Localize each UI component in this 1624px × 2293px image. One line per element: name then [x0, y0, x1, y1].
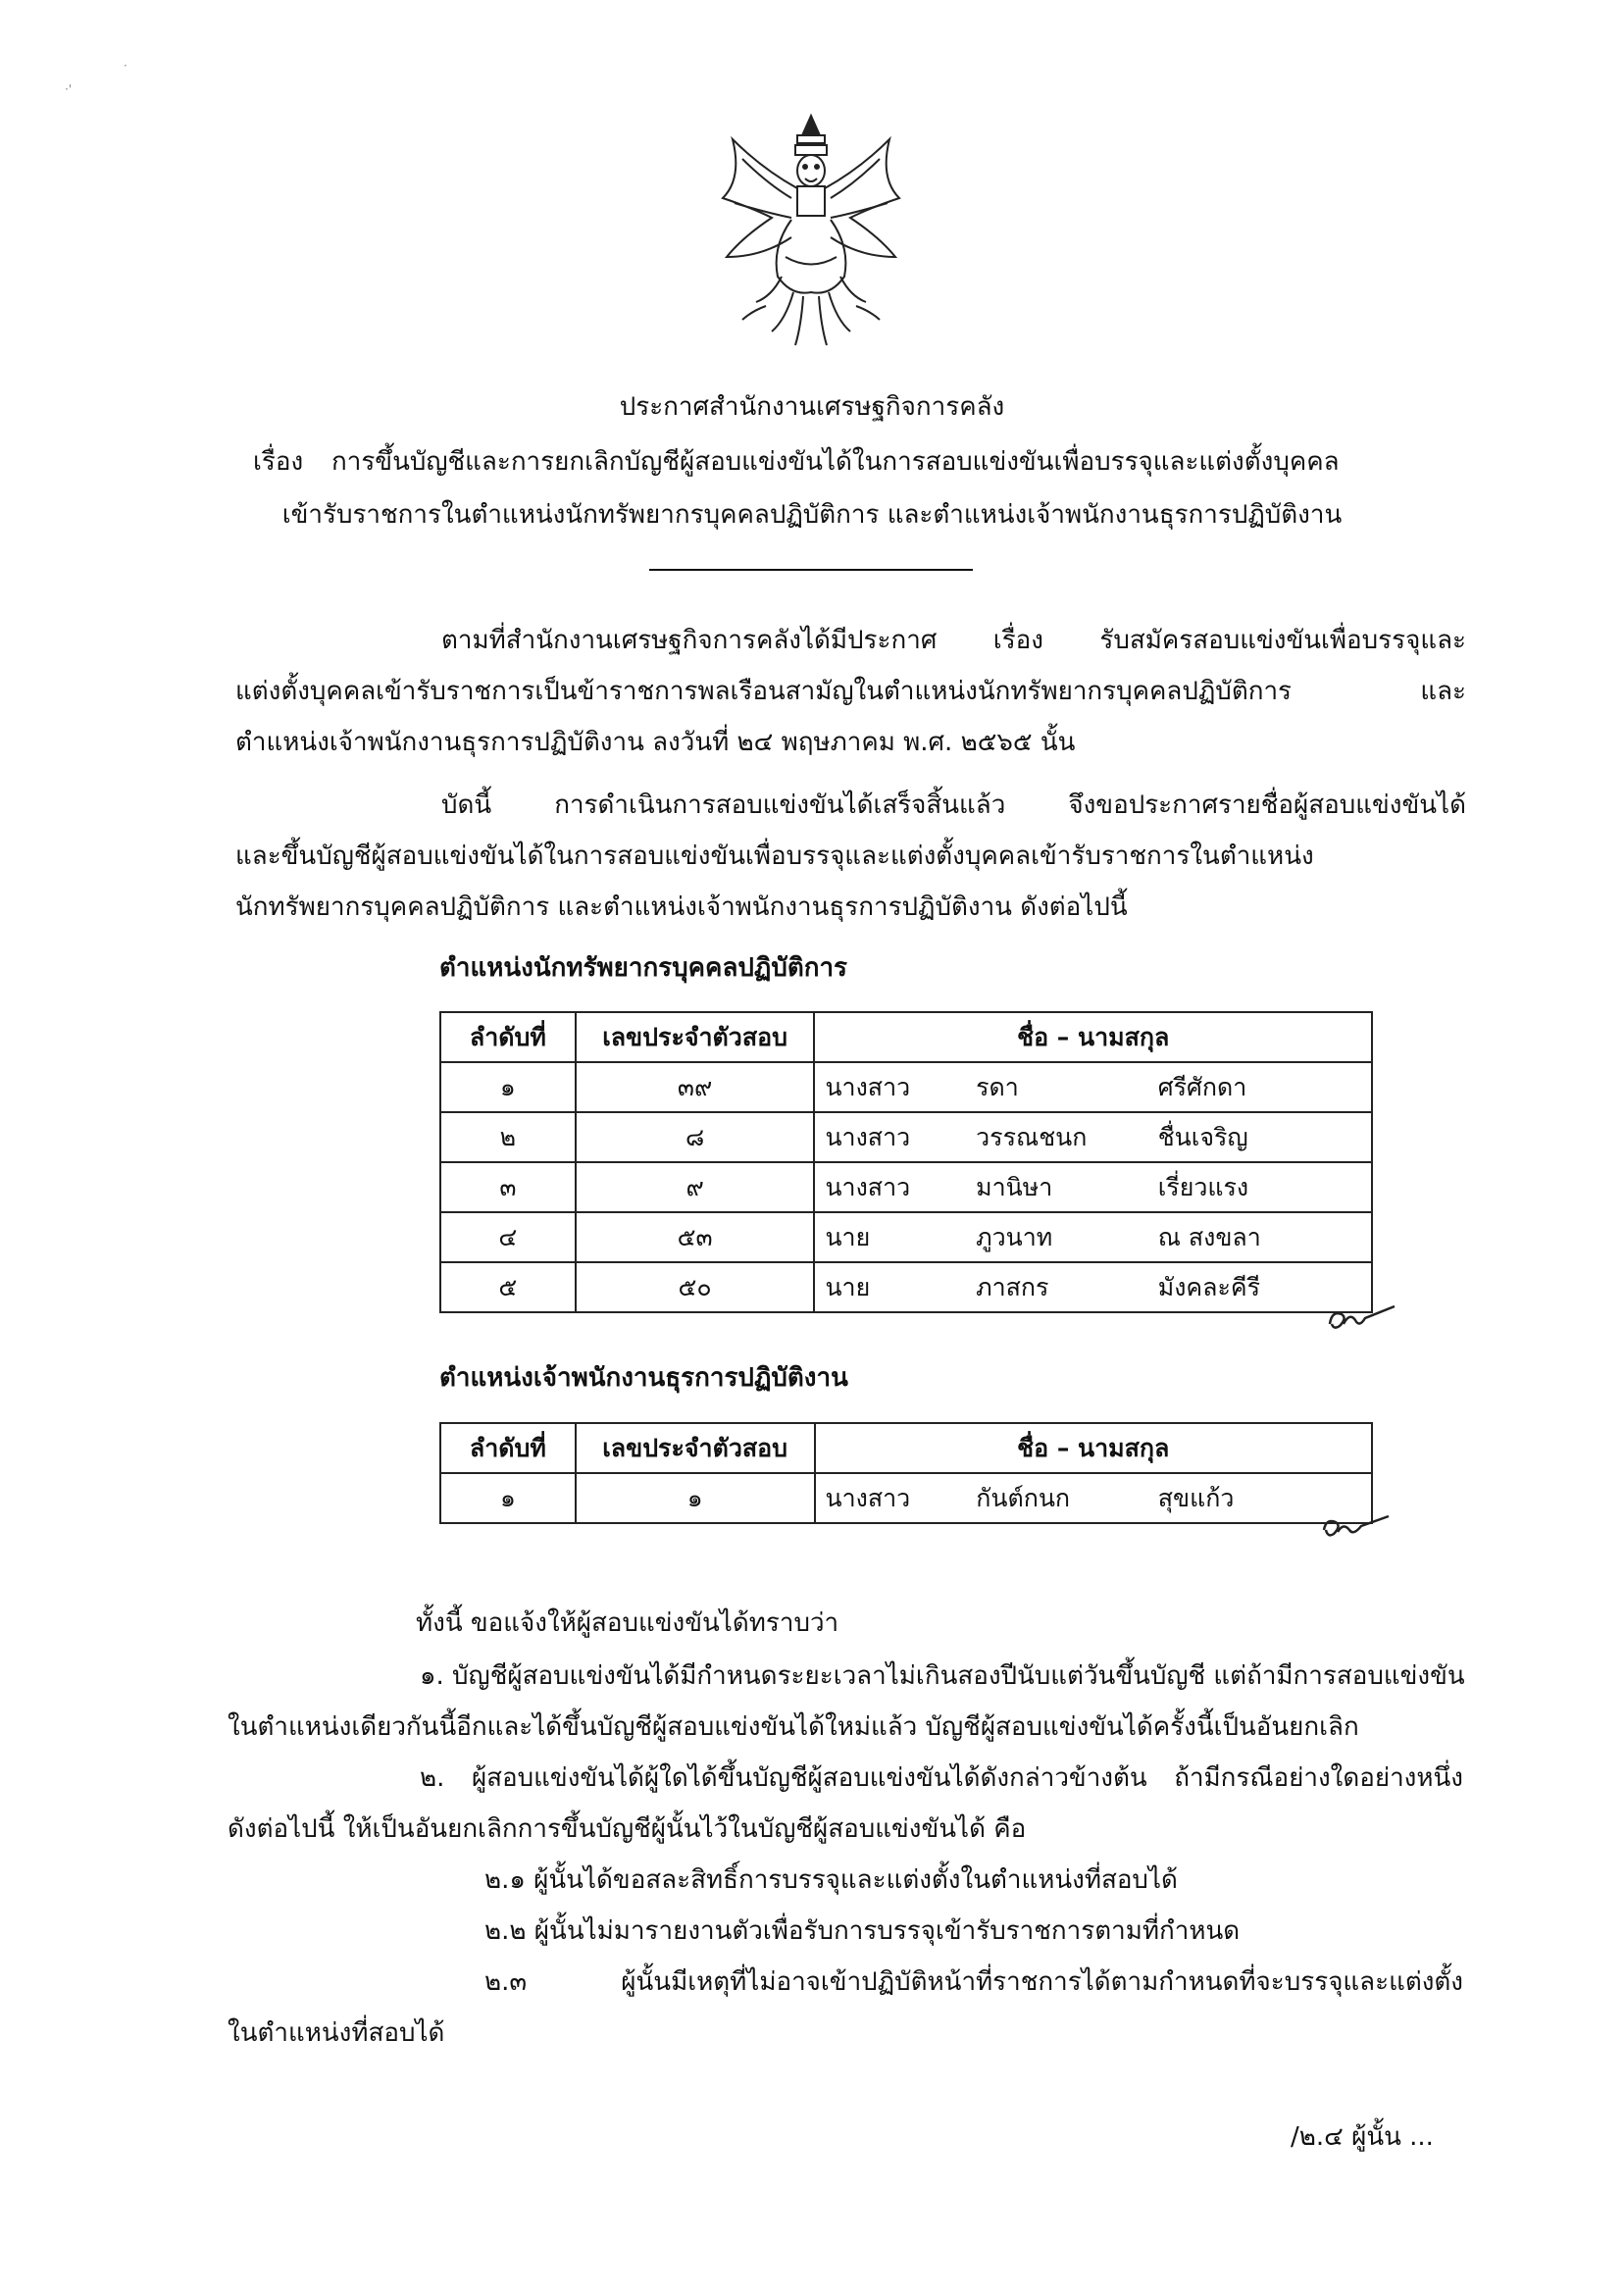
- initials-signature-icon: [1320, 1510, 1395, 1544]
- garuda-emblem-icon: [713, 110, 909, 355]
- col-name-header: ชื่อ – นามสกุล: [814, 1012, 1372, 1062]
- row-last-name: ชื่นเจริญ: [1148, 1112, 1372, 1162]
- row-order: ๑: [440, 1062, 576, 1112]
- para2-line-1: บัดนี้ การดำเนินการสอบแข่งขันได้เสร็จสิ้นแล้ว จึงขอประกาศรายชื่อผู้สอบแข่งขันได้: [441, 790, 1466, 820]
- row-last-name: สุขแก้ว: [1148, 1473, 1372, 1523]
- row-order: ๕: [440, 1262, 576, 1312]
- para2-line-2: และขึ้นบัญชีผู้สอบแข่งขันได้ในการสอบแข่งขันเพื่อบรรจุและแต่งตั้งบุคคลเข้ารับราชการในตำแหน่ง: [235, 841, 1314, 871]
- row-title: นาย: [814, 1262, 966, 1312]
- subject-line-1: การขึ้นบัญชีและการยกเลิกบัญชีผู้สอบแข่งขันได้ในการสอบแข่งขันเพื่อบรรจุและแต่งตั้งบุคคล: [331, 447, 1340, 477]
- col-order-header: ลำดับที่: [440, 1012, 576, 1062]
- results-table-2: [439, 1422, 1373, 1524]
- row-exam-id: ๙: [576, 1162, 815, 1212]
- col-exam-id-header: เลขประจำตัวสอบ: [576, 1423, 815, 1473]
- section1-heading: ตำแหน่งนักทรัพยากรบุคคลปฏิบัติการ: [439, 953, 848, 983]
- table-row: [440, 1473, 1372, 1523]
- row-exam-id: ๘: [576, 1112, 815, 1162]
- col-name-header: ชื่อ – นามสกุล: [815, 1423, 1372, 1473]
- table-row: [440, 1162, 1372, 1212]
- notice-sub-2-1: ๒.๑ ผู้นั้นได้ขอสละสิทธิ์การบรรจุและแต่งตั้งในตำแหน่งที่สอบได้: [484, 1865, 1178, 1895]
- notice-item1-line-1: ๑. บัญชีผู้สอบแข่งขันได้มีกำหนดระยะเวลาไม่เกินสองปีนับแต่วันขึ้นบัญชี แต่ถ้ามีการสอบแข่งขัน: [420, 1661, 1465, 1691]
- scan-speck: ·': [65, 82, 73, 96]
- notice-sub-2-2: ๒.๒ ผู้นั้นไม่มารายงานตัวเพื่อรับการบรรจุเข้ารับราชการตามที่กำหนด: [484, 1916, 1241, 1946]
- row-exam-id: ๕๓: [576, 1212, 815, 1262]
- row-first-name: วรรณชนก: [966, 1112, 1148, 1162]
- announcement-title: ประกาศสำนักงานเศรษฐกิจการคลัง: [619, 392, 1005, 422]
- subject-label: เรื่อง: [253, 447, 304, 477]
- row-last-name: ศรีศักดา: [1148, 1062, 1372, 1112]
- row-order: ๓: [440, 1162, 576, 1212]
- para1-line-3: ตำแหน่งเจ้าพนักงานธุรการปฏิบัติงาน ลงวันที่ ๒๔ พฤษภาคม พ.ศ. ๒๕๖๕ นั้น: [235, 728, 1076, 757]
- row-exam-id: ๕๐: [576, 1262, 815, 1312]
- section2-heading: ตำแหน่งเจ้าพนักงานธุรการปฏิบัติงาน: [439, 1363, 848, 1393]
- row-order: ๑: [440, 1473, 576, 1523]
- para2-line-3: นักทรัพยากรบุคคลปฏิบัติการ และตำแหน่งเจ้าพนักงานธุรการปฏิบัติงาน ดังต่อไปนี้: [235, 892, 1128, 922]
- continuation-marker: /๒.๔ ผู้นั้น ...: [1291, 2122, 1434, 2152]
- row-first-name: รดา: [966, 1062, 1148, 1112]
- row-last-name: มังคละคีรี: [1148, 1262, 1372, 1312]
- notice-intro: ทั้งนี้ ขอแจ้งให้ผู้สอบแข่งขันได้ทราบว่า: [416, 1608, 839, 1638]
- row-exam-id: ๑: [576, 1473, 815, 1523]
- table-row: [440, 1062, 1372, 1112]
- notice-sub-2-3-line-2: ในตำแหน่งที่สอบได้: [228, 2018, 445, 2048]
- table-row: [440, 1112, 1372, 1162]
- row-last-name: เรี่ยวแรง: [1148, 1162, 1372, 1212]
- col-order-header: ลำดับที่: [440, 1423, 576, 1473]
- row-title: นางสาว: [814, 1062, 966, 1112]
- row-title: นาย: [814, 1212, 966, 1262]
- row-title: นางสาว: [815, 1473, 967, 1523]
- row-order: ๒: [440, 1112, 576, 1162]
- table-header-row: [440, 1012, 1372, 1062]
- row-last-name: ณ สงขลา: [1148, 1212, 1372, 1262]
- initials-signature-icon: [1326, 1302, 1400, 1336]
- table-row: [440, 1212, 1372, 1262]
- notice-item2-line-2: ดังต่อไปนี้ ให้เป็นอันยกเลิกการขึ้นบัญชีผู้นั้นไว้ในบัญชีผู้สอบแข่งขันได้ คือ: [228, 1814, 1027, 1844]
- table-header-row: [440, 1423, 1372, 1473]
- results-table-1: [439, 1011, 1373, 1313]
- subject-line-2: เข้ารับราชการในตำแหน่งนักทรัพยากรบุคคลปฏิบัติการ และตำแหน่งเจ้าพนักงานธุรการปฏิบัติงาน: [281, 500, 1343, 530]
- para1-line-2: แต่งตั้งบุคคลเข้ารับราชการเป็นข้าราชการพลเรือนสามัญในตำแหน่งนักทรัพยากรบุคคลปฏิบัติการ และ: [235, 677, 1466, 706]
- header-divider: [649, 569, 973, 571]
- notice-item2-line-1: ๒. ผู้สอบแข่งขันได้ผู้ใดได้ขึ้นบัญชีผู้สอบแข่งขันได้ดังกล่าวข้างต้น ถ้ามีกรณีอย่างใดอย่างหนึ่ง: [420, 1763, 1463, 1793]
- notice-item1-line-2: ในตำแหน่งเดียวกันนี้อีกและได้ขึ้นบัญชีผู้สอบแข่งขันได้ใหม่แล้ว บัญชีผู้สอบแข่งขันได้ครั้งนี้เป็นอันยกเลิก: [228, 1712, 1359, 1742]
- row-first-name: ภูวนาท: [966, 1212, 1148, 1262]
- col-exam-id-header: เลขประจำตัวสอบ: [576, 1012, 815, 1062]
- row-first-name: ภาสกร: [966, 1262, 1148, 1312]
- table-row: [440, 1262, 1372, 1312]
- notice-sub-2-3-line-1: ๒.๓ ผู้นั้นมีเหตุที่ไม่อาจเข้าปฏิบัติหน้าที่ราชการได้ตามกำหนดที่จะบรรจุและแต่งตั้ง: [484, 1967, 1463, 1997]
- row-first-name: กันต์กนก: [966, 1473, 1148, 1523]
- row-order: ๔: [440, 1212, 576, 1262]
- para1-line-1: ตามที่สำนักงานเศรษฐกิจการคลังได้มีประกาศ เรื่อง รับสมัครสอบแข่งขันเพื่อบรรจุและ: [441, 626, 1466, 655]
- row-title: นางสาว: [814, 1112, 966, 1162]
- row-title: นางสาว: [814, 1162, 966, 1212]
- row-first-name: มานิษา: [966, 1162, 1148, 1212]
- scan-speck: ·: [124, 59, 127, 73]
- row-exam-id: ๓๙: [576, 1062, 815, 1112]
